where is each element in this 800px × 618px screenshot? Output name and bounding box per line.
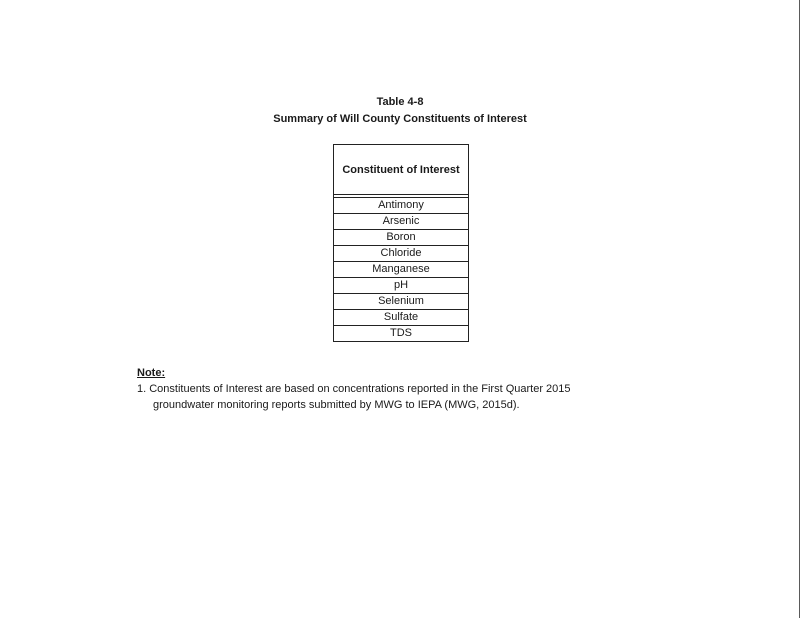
- table-cell: Arsenic: [334, 214, 469, 230]
- note-text-line-2: groundwater monitoring reports submitted by MWG to IEPA (MWG, 2015d).: [153, 399, 520, 411]
- table-cell: Sulfate: [334, 310, 469, 326]
- constituents-table: [333, 144, 469, 342]
- table-header-row: [334, 145, 469, 195]
- table-row: [334, 278, 469, 294]
- note-heading: Note:: [137, 367, 166, 379]
- table-cell: pH: [334, 278, 469, 294]
- table-number: Table 4-8: [376, 96, 424, 108]
- table-cell: Chloride: [334, 246, 469, 262]
- column-header-constituent: Constituent of Interest: [334, 145, 469, 195]
- table-row: [334, 230, 469, 246]
- table-row: [334, 214, 469, 230]
- table-row: [334, 294, 469, 310]
- table-row: [334, 262, 469, 278]
- table-caption: Summary of Will County Constituents of Interest: [273, 113, 527, 125]
- table-row: [334, 310, 469, 326]
- table-cell: Antimony: [334, 198, 469, 214]
- table-row: [334, 198, 469, 214]
- table-cell: Selenium: [334, 294, 469, 310]
- note-text-line-1: 1. Constituents of Interest are based on concentrations reported in the First Quarter 2015: [137, 383, 571, 395]
- table-row: [334, 246, 469, 262]
- table-row: [334, 326, 469, 342]
- table-cell: Manganese: [334, 262, 469, 278]
- table-cell: TDS: [334, 326, 469, 342]
- table-cell: Boron: [334, 230, 469, 246]
